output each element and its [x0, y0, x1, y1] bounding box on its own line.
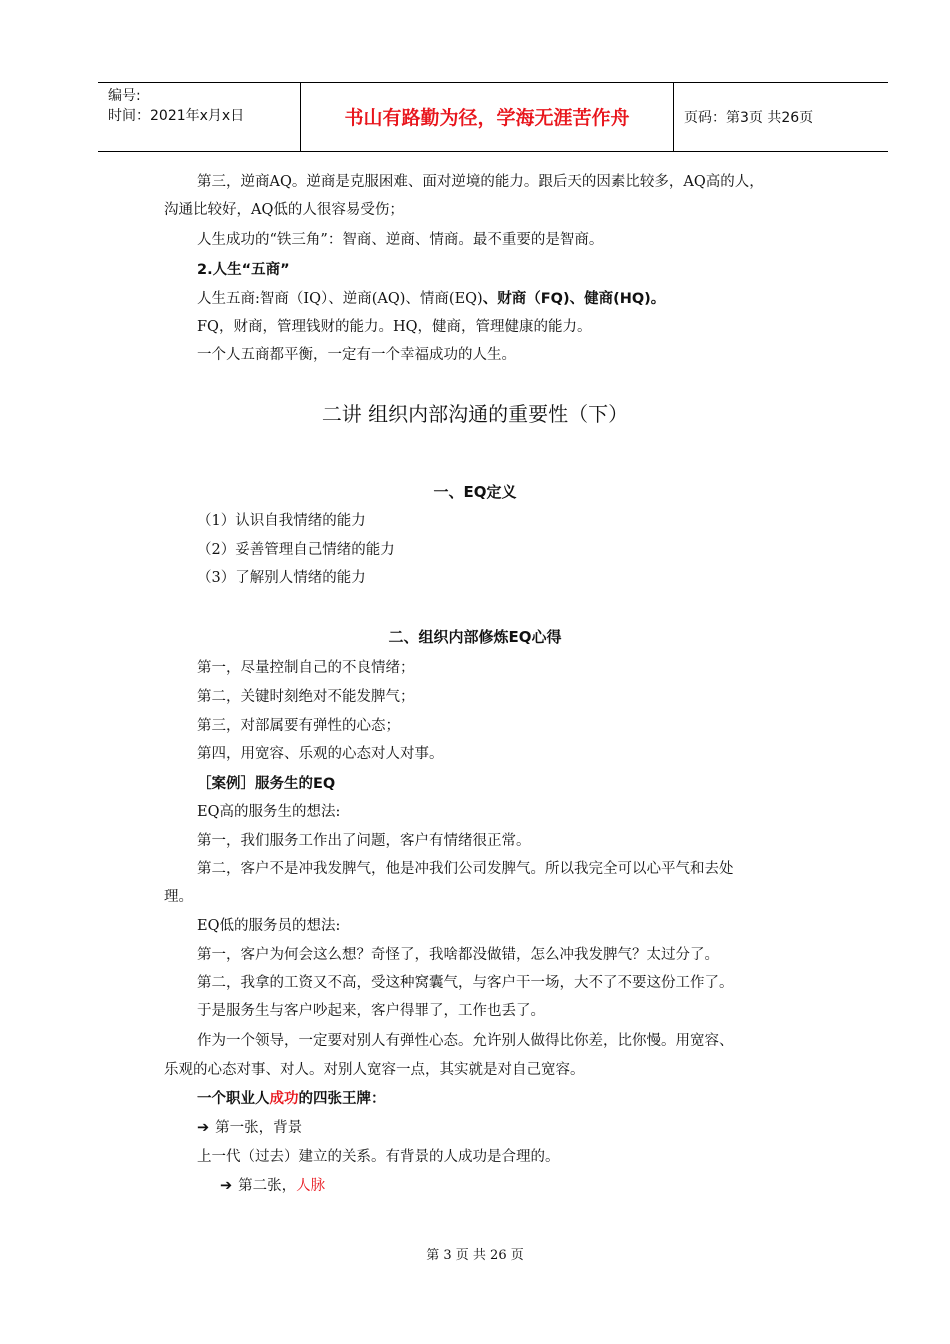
low-eq-title: EQ低的服务员的想法: [197, 918, 341, 934]
tip-item: 第一，尽量控制自己的不良情绪； [197, 660, 415, 676]
paragraph-aq-cont: 沟通比较好，AQ低的人很容易受伤； [164, 202, 404, 218]
card-description: 上一代（过去）建立的关系。有背景的人成功是合理的。 [197, 1149, 560, 1165]
paragraph-fq-hq: FQ，财商，管理钱财的能力。HQ，健商，管理健康的能力。 [197, 319, 592, 335]
leader-paragraph: 作为一个领导，一定要对别人有弹性心态。允许别人做得比你差，比你慢。用宽容、 [197, 1033, 734, 1049]
paragraph-aq: 第三，逆商AQ。逆商是克服困难、面对逆境的能力。跟后天的因素比较多，AQ高的人， [197, 174, 764, 190]
header-page-cell [674, 83, 888, 151]
lecture-title: 二讲 组织内部沟通的重要性（下） [321, 402, 629, 426]
high-eq-item-cont: 理。 [164, 889, 193, 905]
leader-paragraph-cont: 乐观的心态对事、对人。对别人宽容一点，其实就是对自己宽容。 [164, 1062, 585, 1078]
tip-item: 第二，关键时刻绝对不能发脾气； [197, 689, 415, 705]
card-item: ➔ 第一张，背景 [197, 1120, 303, 1136]
low-eq-item: 第二，我拿的工资又不高，受这种窝囊气，与客户干一场，大不了不要这份工作了。 [197, 975, 734, 991]
high-eq-item: 第一，我们服务工作出了问题，客户有情绪很正常。 [197, 833, 531, 849]
arrow-right-icon: ➔ [197, 1120, 210, 1136]
motto: 书山有路勤为径，学海无涯苦作舟 [344, 107, 630, 129]
definition-item: （2）妥善管理自己情绪的能力 [197, 542, 395, 558]
high-eq-title: EQ高的服务生的想法: [197, 804, 341, 820]
paragraph-triangle: 人生成功的“铁三角”：智商、逆商、情商。最不重要的是智商。 [197, 232, 604, 248]
number-label: 编号: [108, 88, 141, 104]
low-eq-result: 于是服务生与客户吵起来，客户得罪了，工作也丢了。 [197, 1003, 545, 1019]
header-meta-cell [98, 83, 301, 151]
page-footer: 第 3 页 共 26 页 [426, 1248, 524, 1263]
tip-item: 第四，用宽容、乐观的心态对人对事。 [197, 746, 444, 762]
heading-five-q: 2.人生“五商” [197, 262, 290, 278]
definition-item: （1）认识自我情绪的能力 [197, 513, 366, 529]
paragraph-balance: 一个人五商都平衡，一定有一个幸福成功的人生。 [197, 347, 516, 363]
paragraph-five-q: 人生五商:智商（IQ）、逆商(AQ)、情商(EQ)、财商（FQ)、健商(HQ)。 [197, 291, 666, 307]
arrow-right-icon: ➔ [220, 1178, 233, 1194]
section-eq-definition: 一、EQ定义 [433, 483, 517, 501]
tip-item: 第三，对部属要有弹性的心态； [197, 718, 400, 734]
case-title: ［案例］服务生的EQ [197, 776, 336, 792]
definition-item: （3）了解别人情绪的能力 [197, 570, 366, 586]
page-label: 页码：第3页 共26页 [684, 110, 814, 126]
section-eq-practice: 二、组织内部修炼EQ心得 [388, 628, 562, 646]
four-cards-heading: 一个职业人成功的四张王牌： [197, 1091, 386, 1107]
time-label: 时间：2021年x月x日 [108, 108, 245, 124]
card-item: ➔ 第二张，人脉 [220, 1178, 326, 1194]
high-eq-item: 第二，客户不是冲我发脾气，他是冲我们公司发脾气。所以我完全可以心平气和去处 [197, 861, 734, 877]
header-motto-cell [301, 83, 674, 151]
document-header [98, 82, 888, 152]
low-eq-item: 第一，客户为何会这么想？奇怪了，我啥都没做错，怎么冲我发脾气？太过分了。 [197, 947, 719, 963]
